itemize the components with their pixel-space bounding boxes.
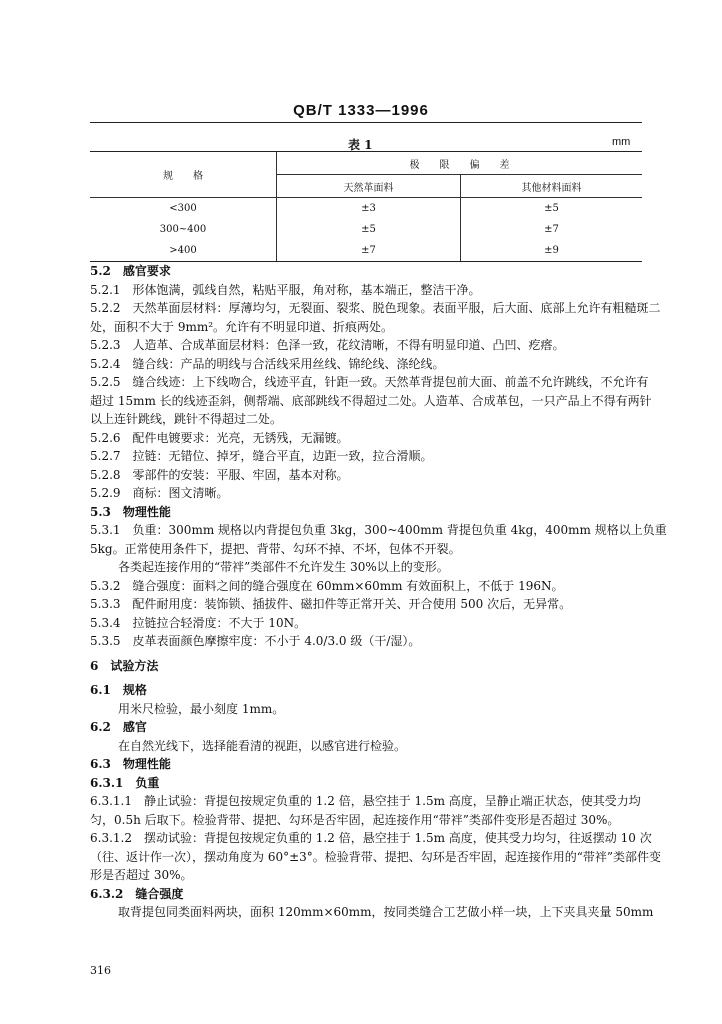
- table-row: >400 ±7 ±9: [90, 240, 642, 262]
- paragraph-line: 取背提包同类面料两块，面积 120mm×60mm，按同类缝合工艺做小样一块，上下夹具夹量 50mm: [118, 905, 654, 919]
- clause-5-2-8: 5.2.8 零部件的安装：平服、牢固，基本对称。: [90, 467, 349, 482]
- clause-5-2-9: 5.2.9 商标：图文清晰。: [90, 486, 229, 500]
- col-natural-header: 天然革面料: [277, 175, 461, 198]
- clause-5-3-3: 5.3.3 配件耐用度：装饰锁、插拔件、磁扣件等正常开关、开合使用 500 次后，无异常。: [90, 597, 572, 611]
- section-heading: 5.3 物理性能: [90, 504, 171, 519]
- clause-5-2-7: 5.2.7 拉链：无错位、掉牙，缝合平直，边距一致，拉合滑顺。: [90, 449, 433, 463]
- section-heading: 5.2 感官要求: [90, 264, 171, 278]
- deviation-table: [90, 151, 642, 262]
- paragraph-line: 在自然光线下，选择能看清的视距，以感官进行检验。: [118, 738, 407, 753]
- paragraph-line: 用米尺检验，最小刻度 1mm。: [118, 701, 285, 716]
- clause-5-2-5: 5.2.5 缝合线迹：上下线吻合，线迹平直，针距一致。天然革背提包前大面、前盖不允许跳线，不允许有: [90, 375, 649, 389]
- table-row: 300~400 ±5 ±7: [90, 219, 642, 240]
- paragraph-line: 处，面积不大于 9mm²。允许有不明显印道、折痕两处。: [90, 319, 394, 334]
- clause-5-2-2: 5.2.2 天然革面层材料：厚薄均匀，无裂面、裂浆、脱色现象。表面平服，后大面、底部上允许有粗糙斑二: [90, 301, 661, 315]
- chapter-heading: 6 试验方法: [90, 658, 159, 673]
- section-heading: 6.3.1 负重: [90, 775, 160, 790]
- clause-5-2-4: 5.2.4 缝合线：产品的明线与合活线采用丝线、锦纶线、涤纶线。: [90, 356, 445, 371]
- clause-5-3-5: 5.3.5 皮革表面颜色摩擦牢度：不小于 4.0/3.0 级（干/湿）。: [90, 634, 421, 648]
- clause-5-2-1: 5.2.1 形体饱满，弧线自然，粘贴平服，角对称，基本端正，整洁干净。: [90, 282, 481, 297]
- paragraph-line: 各类起连接作用的“带袢”类部件不允许发生 30%以上的变形。: [118, 560, 449, 574]
- section-heading: 6.3.2 缝合强度: [90, 886, 184, 901]
- section-heading: 6.2 感官: [90, 720, 147, 734]
- clause-6-3-1-1: 6.3.1.1 静止试验：背提包按规定负重的 1.2 倍，悬空挂于 1.5m 高度，呈静止端正状态，使其受力均: [90, 794, 641, 808]
- paragraph-line: 5kg。正常使用条件下，提把、背带、勾环不掉、不坏，包体不开裂。: [90, 541, 461, 556]
- clause-5-3-4: 5.3.4 拉链拉合轻滑度：不大于 10N。: [90, 615, 307, 630]
- paragraph-line: 以上连针跳线，跳针不得超过二处。: [90, 412, 283, 426]
- clause-5-2-6: 5.2.6 配件电镀要求：光亮，无锈残，无漏镀。: [90, 430, 349, 445]
- standard-header: QB/T 1333—1996: [293, 102, 429, 119]
- paragraph-line: 匀，0.5h 后取下。检验背带、提把、勾环是否牢固，起连接作用“带袢”类部件变形是否超过 30%。: [90, 812, 620, 827]
- section-heading: 6.3 物理性能: [90, 757, 171, 771]
- page-number: 316: [90, 964, 111, 977]
- paragraph-line: （往、返计作一次），摆动角度为 60°±3°。检验背带、提把、勾环是否牢固，起连接作用的“带袢”类部件变: [90, 849, 662, 864]
- body-text: [90, 262, 667, 922]
- col-spec-header: 规 格: [90, 152, 277, 198]
- table-caption: 表 1: [348, 138, 373, 152]
- col-group-header: 极 限 偏 差: [277, 152, 643, 175]
- paragraph-line: 超过 15mm 长的线迹歪斜，侧帮端、底部跳线不得超过二处。人造革、合成革包，一只产品上不得有两针: [90, 393, 652, 408]
- clause-5-2-3: 5.2.3 人造革、合成革面层材料：色泽一致，花纹清晰，不得有明显印道、凸凹、疙瘩。: [90, 338, 565, 352]
- clause-5-3-1: 5.3.1 负重：300mm 规格以内背提包负重 3kg，300~400mm 背提包负重 4kg，400mm 规格以上负重: [90, 523, 667, 537]
- paragraph-line: 形是否超过 30%。: [90, 868, 193, 882]
- table-unit: mm: [612, 136, 631, 148]
- col-other-header: 其他材料面料: [461, 175, 643, 198]
- table-row: <300 ±3 ±5: [90, 198, 642, 220]
- section-heading: 6.1 规格: [90, 683, 147, 697]
- clause-5-3-2: 5.3.2 缝合强度：面料之间的缝合强度在 60mm×60mm 有效面积上，不低于 196N。: [90, 578, 564, 593]
- header-rule: [90, 122, 642, 123]
- clause-6-3-1-2: 6.3.1.2 摆动试验：背提包按规定负重的 1.2 倍，悬空挂于 1.5m 高度，使其受力均匀，往返摆动 10 次: [90, 831, 652, 845]
